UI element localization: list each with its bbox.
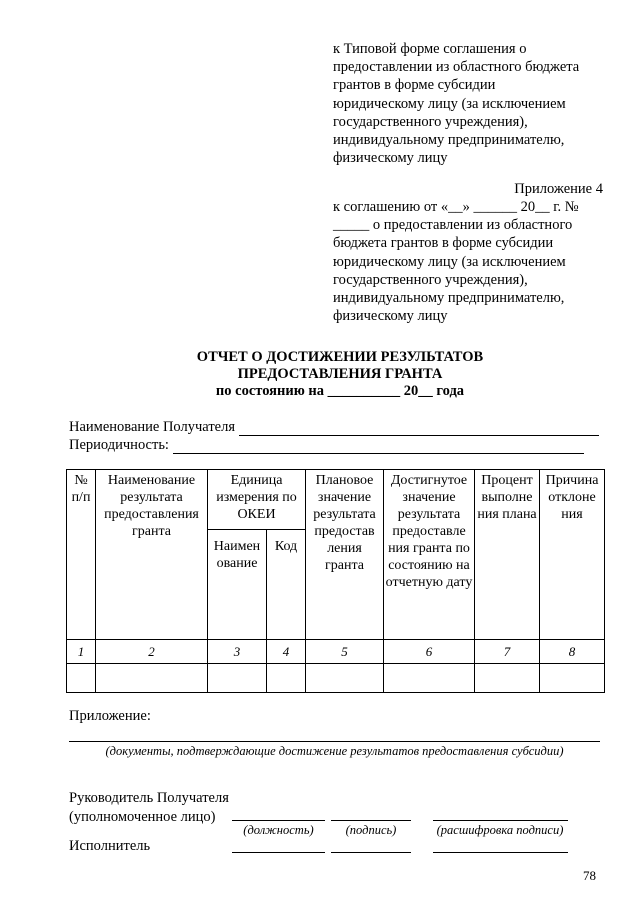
agreement-line: юридическому лицу (за исключением [333,253,566,270]
header-percent-completion: Процент выполне ния плана [475,470,540,640]
header-number: № п/п [67,470,96,640]
header-note [333,40,603,167]
column-number: 5 [306,640,384,664]
results-table [66,469,605,693]
head-label-line: Руководитель Получателя [69,790,229,806]
table-cell[interactable] [67,664,96,693]
header-note-line: индивидуальному предпринимателю, [333,132,565,149]
header-note-line: предоставлении из областного бюджета [333,59,580,76]
position-line[interactable] [232,820,325,821]
recipient-field [69,418,599,436]
column-number: 8 [540,640,605,664]
report-as-of: по состоянию на __________ 20__ года [215,383,465,399]
header-unit: Единица измерения по ОКЕИ [208,470,306,530]
agreement-line: индивидуальному предпринимателю, [333,290,565,307]
executor-name-line[interactable] [433,852,568,853]
page-number: 78 [583,868,596,883]
recipient-label: Наименование Получателя [69,419,236,435]
agreement-line: к соглашению от «__» ______ 20__ г. № [333,199,579,215]
table-cell[interactable] [267,664,306,693]
head-label-line: (уполномоченное лицо) [69,808,216,825]
table-cell[interactable] [96,664,208,693]
periodicity-label: Периодичность: [69,437,169,453]
report-title [110,349,570,383]
agreement-reference [333,198,603,325]
header-note-line: к Типовой форме соглашения о [333,41,527,57]
header-note-line: государственного учреждения), [333,113,528,130]
header-note-line: юридическому лицу (за исключением [333,95,566,112]
table-header-row [67,470,605,530]
agreement-line: физическому лицу [333,308,448,325]
agreement-line: _____ о предоставлении из областного [333,217,573,234]
table-cell[interactable] [540,664,605,693]
table-cell[interactable] [384,664,475,693]
attachment-input-line[interactable] [69,741,600,742]
column-number: 4 [267,640,306,664]
column-number: 1 [67,640,96,664]
table-row [67,664,605,693]
signature-line[interactable] [331,820,411,821]
report-title-line: ОТЧЕТ О ДОСТИЖЕНИИ РЕЗУЛЬТАТОВ [196,349,484,365]
column-number: 3 [208,640,267,664]
agreement-line: бюджета грантов в форме субсидии [333,235,554,252]
header-deviation-reason: Причина отклоне ния [540,470,605,640]
header-unit-name: Наимен ование [208,530,267,640]
executor-signature-line[interactable] [331,852,411,853]
attachment-label: Приложение: [69,708,151,724]
name-decoding-line[interactable] [433,820,568,821]
executor-label: Исполнитель [69,838,151,854]
header-note-line: грантов в форме субсидии [333,77,496,94]
attachment-caption: (документы, подтверждающие достижение результатов предоставления субсидии) [105,744,564,758]
header-note-line: физическому лицу [333,150,448,167]
agreement-line: государственного учреждения), [333,271,528,288]
name-caption: (расшифровка подписи) [436,823,564,837]
column-number: 7 [475,640,540,664]
header-result-name: Наименование результата предоставления гранта [96,470,208,640]
recipient-input-line[interactable] [239,421,599,436]
report-title-line: ПРЕДОСТАВЛЕНИЯ ГРАНТА [237,366,443,382]
signature-caption: (подпись) [345,823,397,837]
column-number: 2 [96,640,208,664]
head-of-recipient-label [69,789,229,826]
executor-position-line[interactable] [232,852,325,853]
position-caption: (должность) [243,823,314,837]
header-achieved-value: Достигнутое значение результата предоставле ния гранта по состоянию на отчетную дату [384,470,475,640]
header-unit-code: Код [267,530,306,640]
appendix-number: Приложение 4 [514,181,603,197]
column-number: 6 [384,640,475,664]
table-cell[interactable] [475,664,540,693]
table-column-numbers-row [67,640,605,664]
header-planned-value: Плановое значение результата предостав ления гранта [306,470,384,640]
table-cell[interactable] [306,664,384,693]
table-cell[interactable] [208,664,267,693]
periodicity-field [69,436,584,454]
periodicity-input-line[interactable] [173,439,584,454]
